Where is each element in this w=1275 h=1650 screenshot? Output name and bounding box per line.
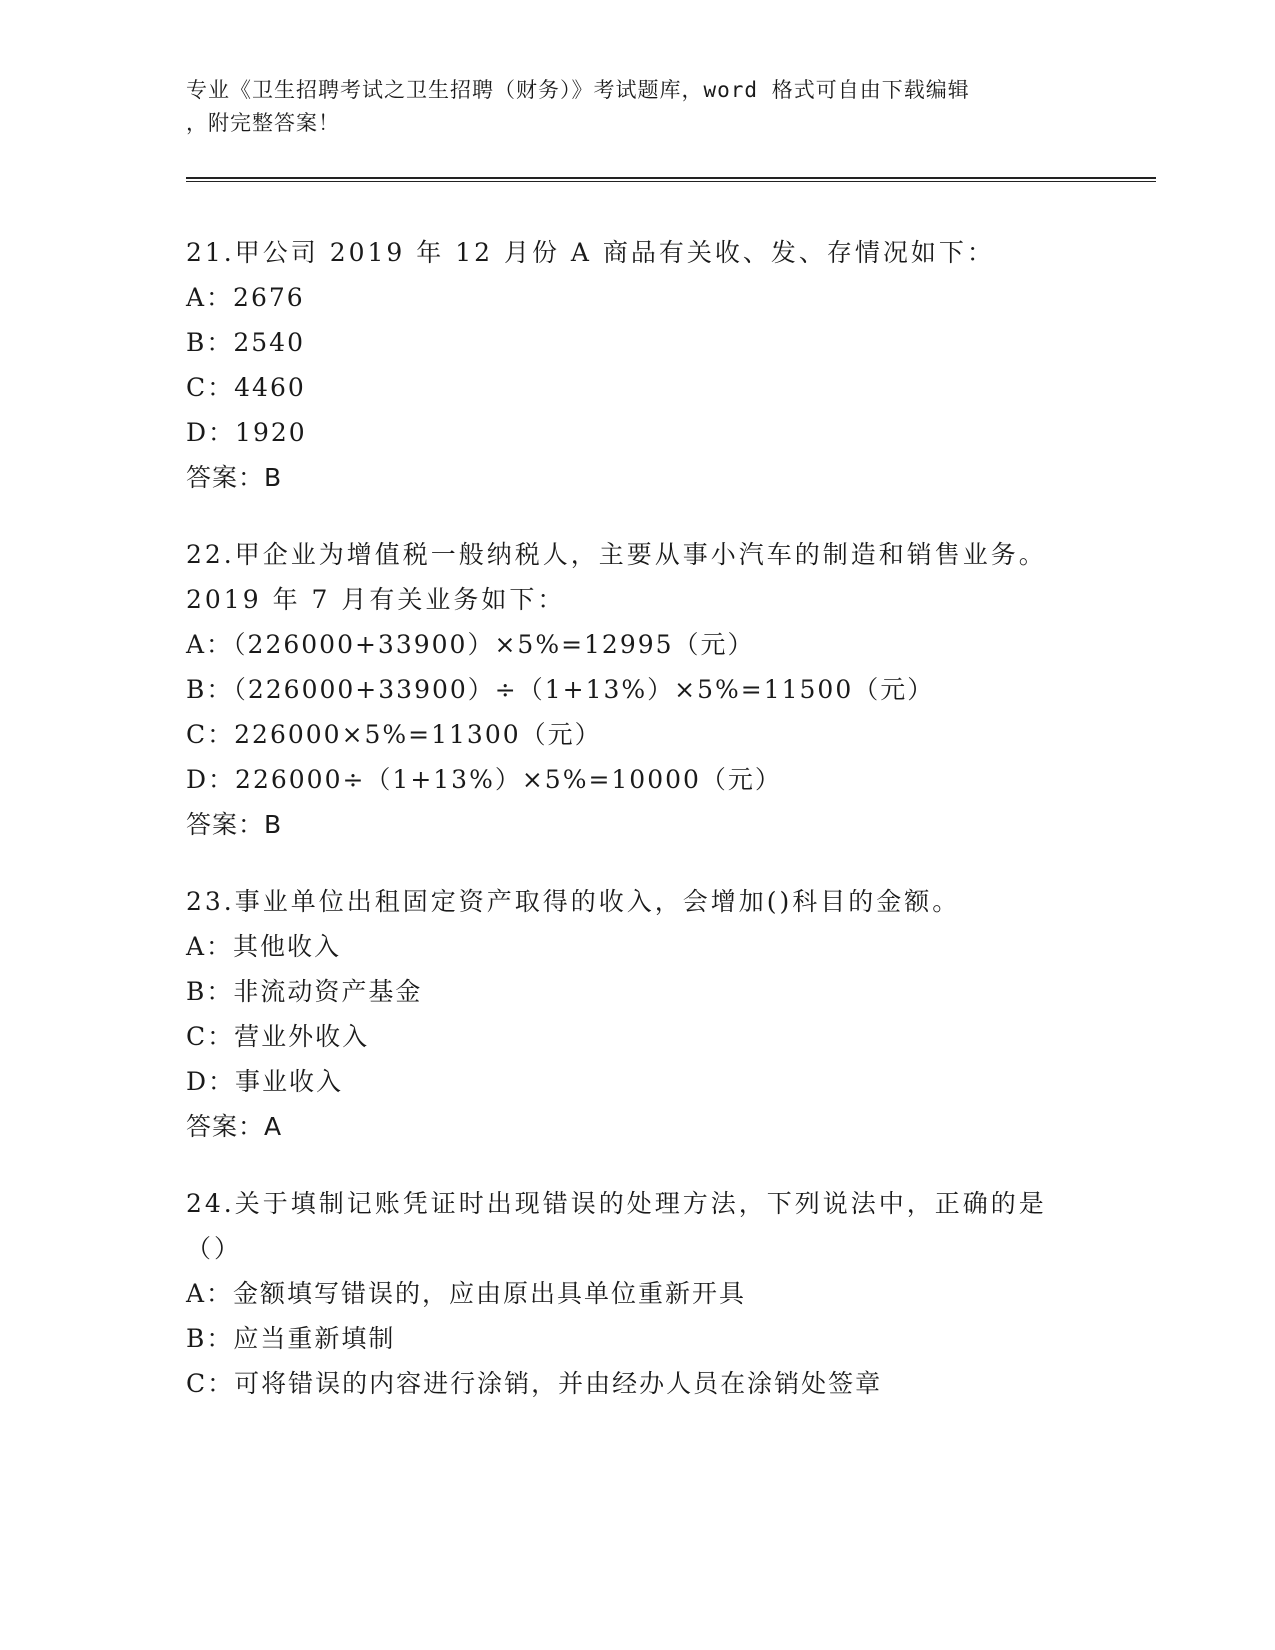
question-list xyxy=(186,230,1086,1438)
document-header xyxy=(186,74,1066,140)
option-b: B：（226000+33900）÷（1+13%）×5%=11500（元） xyxy=(186,675,935,704)
question-23 xyxy=(186,879,1086,1149)
option-c: C：4460 xyxy=(186,373,306,402)
question-stem: 21.甲公司 2019 年 12 月份 A 商品有关收、发、存情况如下： xyxy=(186,238,995,267)
option-d: D：226000÷（1+13%）×5%=10000（元） xyxy=(186,765,782,794)
header-line-2: ，附完整答案！ xyxy=(186,111,340,135)
option-b: B：非流动资产基金 xyxy=(186,977,423,1006)
header-rule-thin xyxy=(186,181,1156,182)
question-21 xyxy=(186,230,1086,500)
question-stem: 23.事业单位出租固定资产取得的收入，会增加()科目的金额。 xyxy=(186,887,961,916)
option-a: A：2676 xyxy=(186,283,305,312)
option-a: A：其他收入 xyxy=(186,932,342,961)
question-stem-continued: （） xyxy=(186,1234,243,1263)
option-a: A：金额填写错误的，应由原出具单位重新开具 xyxy=(186,1279,747,1308)
option-c: C：可将错误的内容进行涂销，并由经办人员在涂销处签章 xyxy=(186,1369,883,1398)
option-c: C：营业外收入 xyxy=(186,1022,370,1051)
header-line-1: 专业《卫生招聘考试之卫生招聘（财务）》考试题库，word 格式可自由下载编辑 xyxy=(186,78,970,102)
answer: 答案：B xyxy=(186,810,283,839)
option-b: B：应当重新填制 xyxy=(186,1324,396,1353)
header-rule-thick xyxy=(186,177,1156,179)
option-d: D：事业收入 xyxy=(186,1067,344,1096)
question-stem-continued: 2019 年 7 月有关业务如下： xyxy=(186,585,566,614)
option-d: D：1920 xyxy=(186,418,307,447)
answer: 答案：A xyxy=(186,1112,283,1141)
question-22 xyxy=(186,532,1086,847)
option-a: A：（226000+33900）×5%=12995（元） xyxy=(186,630,755,659)
option-b: B：2540 xyxy=(186,328,305,357)
answer: 答案：B xyxy=(186,463,283,492)
question-24 xyxy=(186,1181,1086,1406)
question-stem: 22.甲企业为增值税一般纳税人，主要从事小汽车的制造和销售业务。 xyxy=(186,540,1047,569)
question-stem: 24.关于填制记账凭证时出现错误的处理方法，下列说法中，正确的是 xyxy=(186,1189,1047,1218)
option-c: C：226000×5%=11300（元） xyxy=(186,720,602,749)
